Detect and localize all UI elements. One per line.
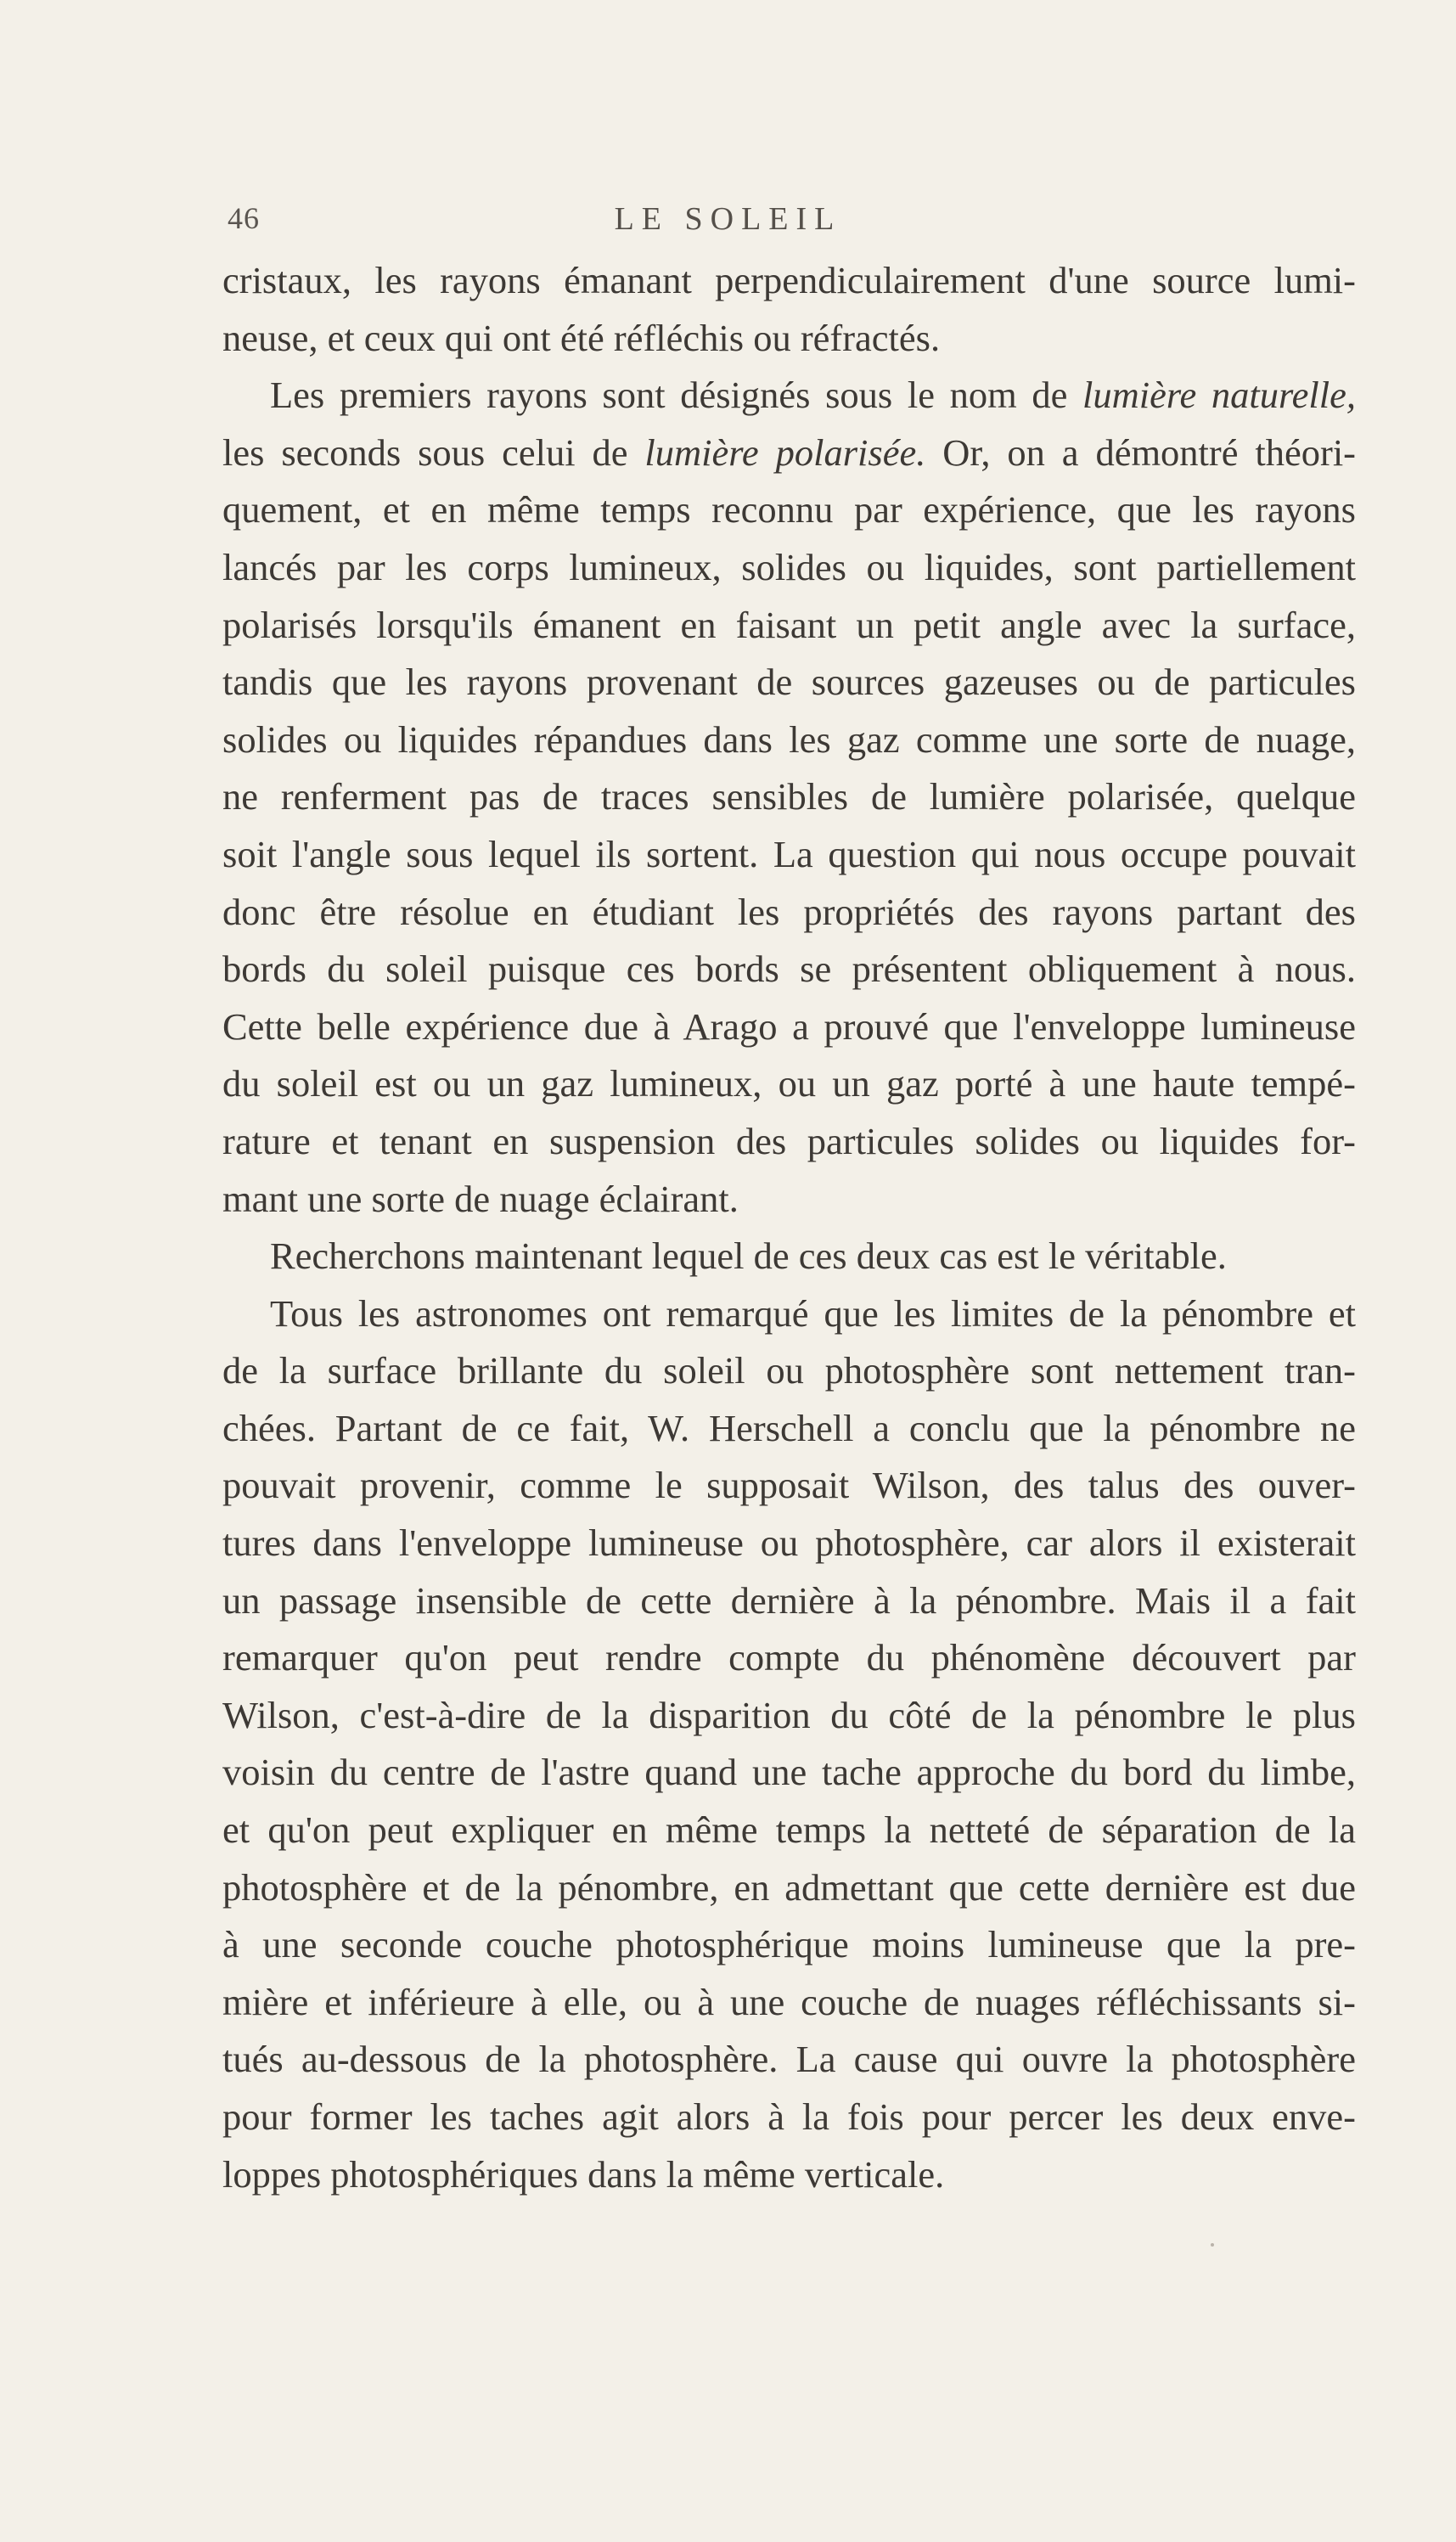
- page-number: 46: [228, 201, 260, 235]
- text-line: Recherchons maintenant lequel de ces deux cas est le véritable.: [270, 1234, 1227, 1278]
- text-line: cristaux, les rayons émanant perpendiculairement d'une source lumi-: [222, 259, 1356, 301]
- text-line: donc être résolue en étudiant les propriétés des rayons partant des: [222, 890, 1356, 933]
- text-run: Or, on a démontré théori-: [925, 430, 1357, 474]
- text-line: tandis que les rayons provenant de sources gazeuses ou de particules: [222, 661, 1356, 704]
- paper-speck: [1211, 2243, 1214, 2247]
- running-head: [0, 200, 1456, 251]
- text-line: mant une sorte de nuage éclairant.: [222, 1177, 739, 1220]
- text-line: [222, 367, 1356, 425]
- text-line: bords du soleil puisque ces bords se présentent obliquement à nous.: [222, 948, 1356, 991]
- text-line: quement, et en même temps reconnu par expérience, que les rayons: [222, 488, 1356, 531]
- text-line: remarquer qu'on peut rendre compte du phénomène découvert par: [222, 1636, 1356, 1679]
- text-body: [222, 252, 1356, 2203]
- text-line: polarisés lorsqu'ils émanent en faisant un petit angle avec la surface,: [222, 603, 1356, 646]
- text-line: du soleil est ou un gaz lumineux, ou un gaz porté à une haute tempé-: [222, 1062, 1356, 1105]
- text-line: [222, 425, 1356, 482]
- text-line: mière et inférieure à elle, ou à une couche de nuages réfléchissants si-: [222, 1980, 1356, 2023]
- text-line: rature et tenant en suspension des particules solides ou liquides for-: [222, 1119, 1356, 1162]
- text-line: Wilson, c'est-à-dire de la disparition du côté de la pénombre le plus: [222, 1693, 1356, 1736]
- text-line: soit l'angle sous lequel ils sortent. La question qui nous occupe pouvait: [222, 832, 1356, 875]
- text-run: les seconds sous celui de: [222, 430, 645, 474]
- text-line: à une seconde couche photosphérique moins lumineuse que la pre-: [222, 1923, 1356, 1966]
- text-line: pouvait provenir, comme le supposait Wilson, des talus des ouver-: [222, 1464, 1356, 1507]
- text-line: chées. Partant de ce fait, W. Herschell a conclu que la pénombre ne: [222, 1406, 1356, 1449]
- text-line: tures dans l'enveloppe lumineuse ou photosphère, car alors il existerait: [222, 1521, 1356, 1565]
- text-run: Les premiers rayons sont désignés sous le nom de: [270, 374, 1082, 417]
- text-line: photosphère et de la pénombre, en admettant que cette dernière est due: [222, 1865, 1356, 1909]
- text-line: voisin du centre de l'astre quand une tache approche du bord du limbe,: [222, 1751, 1356, 1794]
- italic-term: lumière naturelle,: [1082, 374, 1357, 417]
- text-line: lancés par les corps lumineux, solides ou liquides, sont partiellement: [222, 545, 1356, 588]
- running-title: LE SOLEIL: [614, 201, 842, 237]
- text-line: Cette belle expérience due à Arago a prouvé que l'enveloppe lumineuse: [222, 1004, 1356, 1048]
- text-line: de la surface brillante du soleil ou photosphère sont nettement tran-: [222, 1349, 1356, 1392]
- text-line: ne renferment pas de traces sensibles de lumière polarisée, quelque: [222, 775, 1356, 818]
- text-line: solides ou liquides répandues dans les gaz comme une sorte de nuage,: [222, 717, 1356, 761]
- text-line: et qu'on peut expliquer en même temps la netteté de séparation de la: [222, 1808, 1356, 1852]
- text-line: Tous les astronomes ont remarqué que les limites de la pénombre et: [270, 1291, 1356, 1335]
- text-line: tués au-dessous de la photosphère. La cause qui ouvre la photosphère: [222, 2038, 1356, 2081]
- text-line: loppes photosphériques dans la même verticale.: [222, 2152, 945, 2196]
- italic-term: lumière polarisée.: [644, 430, 926, 474]
- text-line: un passage insensible de cette dernière à la pénombre. Mais il a fait: [222, 1578, 1356, 1622]
- text-line: pour former les taches agit alors à la fois pour percer les deux enve-: [222, 2095, 1356, 2138]
- text-line: neuse, et ceux qui ont été réfléchis ou réfractés.: [222, 316, 941, 359]
